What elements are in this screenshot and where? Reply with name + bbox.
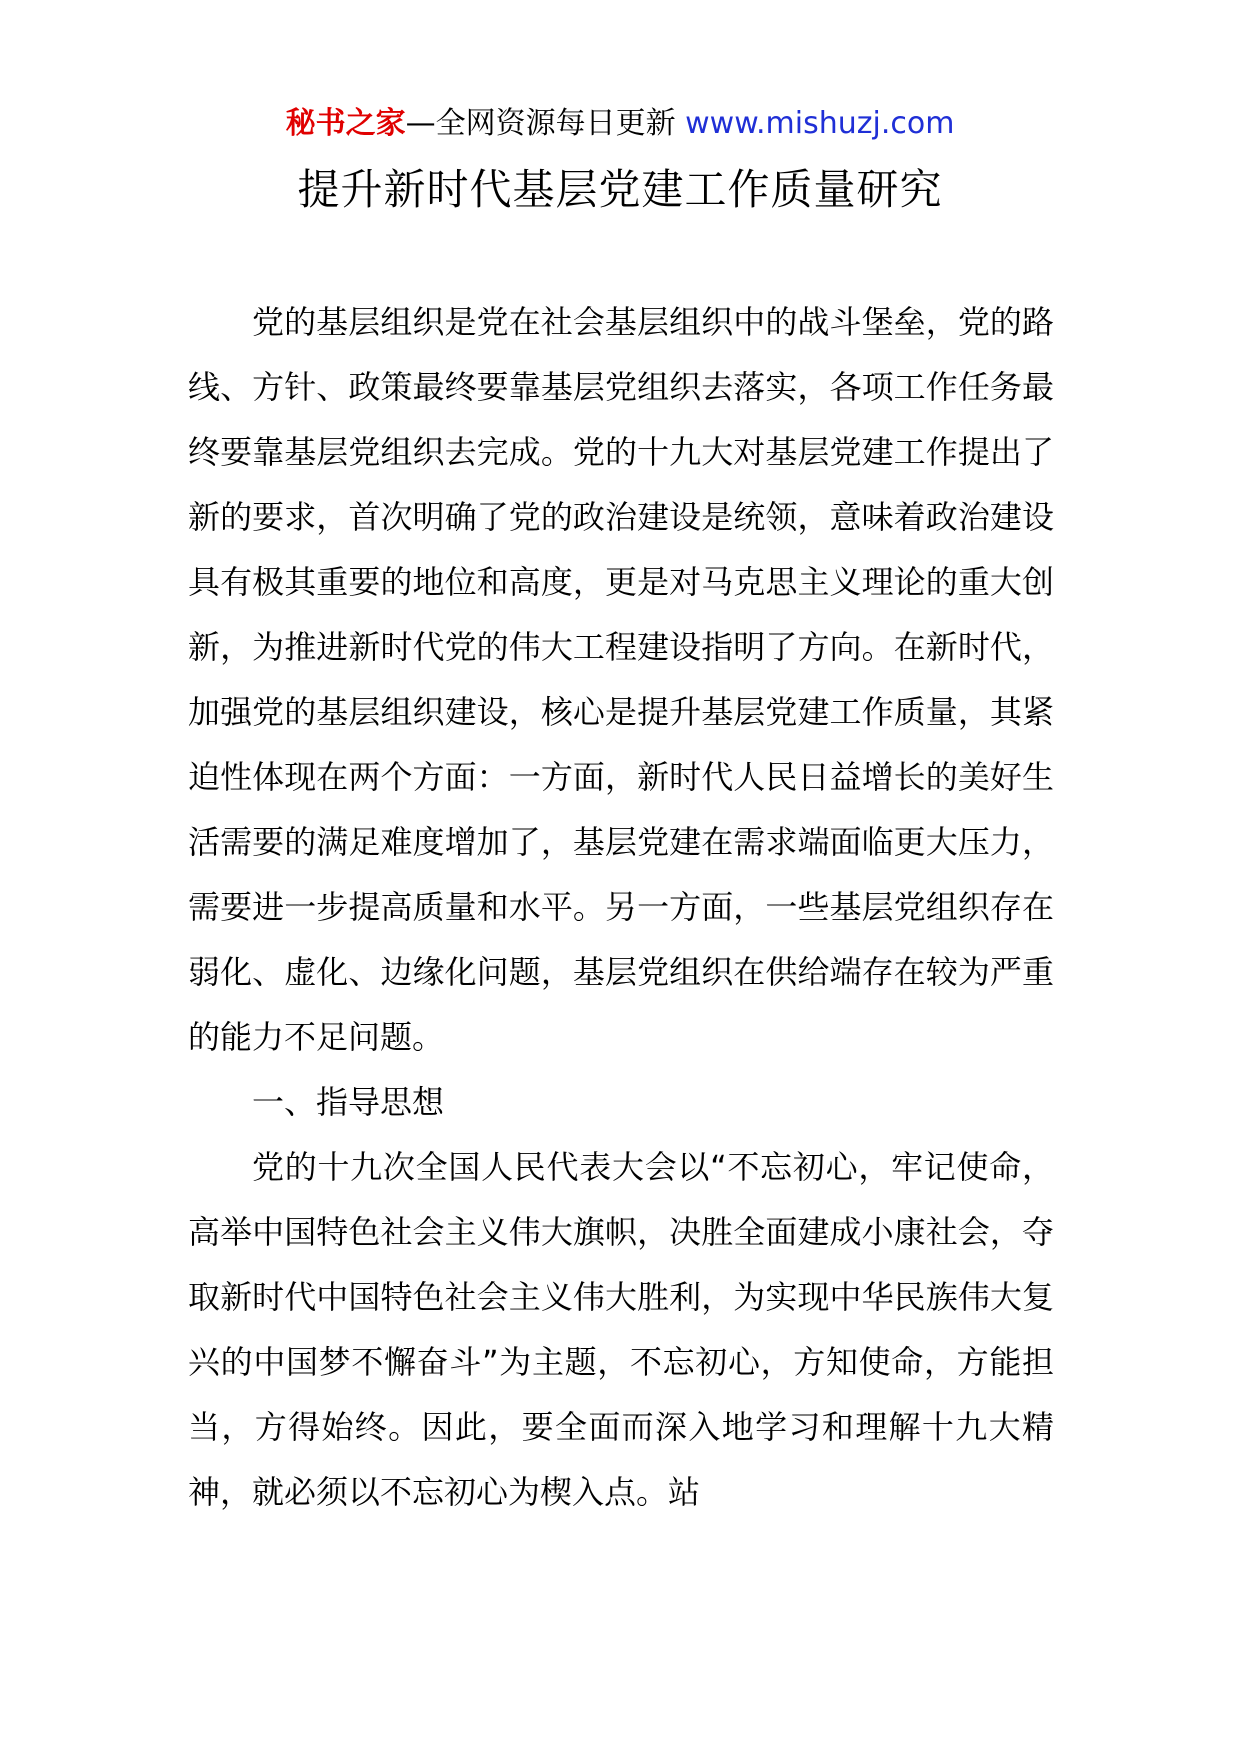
brand-name: 秘书之家 (285, 106, 406, 141)
site-url-link[interactable]: www.mishuzj.com (685, 106, 955, 141)
guiding-ideology-paragraph: 党的十九次全国人民代表大会以“不忘初心，牢记使命，高举中国特色社会主义伟大旗帜，决胜全面建成小康社会，夺取新时代中国特色社会主义伟大胜利，为实现中华民族伟大复兴的中国梦不懈奋斗”为主题，不忘初心，方知使命，方能担当，方得始终。因此，要全面而深入地学习和理解十九大精神，就必须以不忘初心为楔入点。站 (188, 1148, 1054, 1511)
section-heading-guiding-ideology: 一、指导思想 (252, 1083, 445, 1121)
document-title: 提升新时代基层党建工作质量研究 (297, 165, 943, 214)
intro-paragraph: 党的基层组织是党在社会基层组织中的战斗堡垒，党的路线、方针、政策最终要靠基层党组织去落实，各项工作任务最终要靠基层党组织去完成。党的十九大对基层党建工作提出了新的要求，首次明确了党的政治建设是统领，意味着政治建设具有极其重要的地位和高度，更是对马克思主义理论的重大创新，为推进新时代党的伟大工程建设指明了方向。在新时代，加强党的基层组织建设，核心是提升基层党建工作质量，其紧迫性体现在两个方面：一方面，新时代人民日益增长的美好生活需要的满足难度增加了，基层党建在需求端面临更大压力，需要进一步提高质量和水平。另一方面，一些基层党组织存在弱化、虚化、边缘化问题，基层党组织在供给端存在较为严重的能力不足问题。 (188, 303, 1054, 1056)
document-body (188, 290, 1054, 1525)
site-header (0, 102, 1240, 146)
site-slogan: —全网资源每日更新 (405, 106, 676, 141)
